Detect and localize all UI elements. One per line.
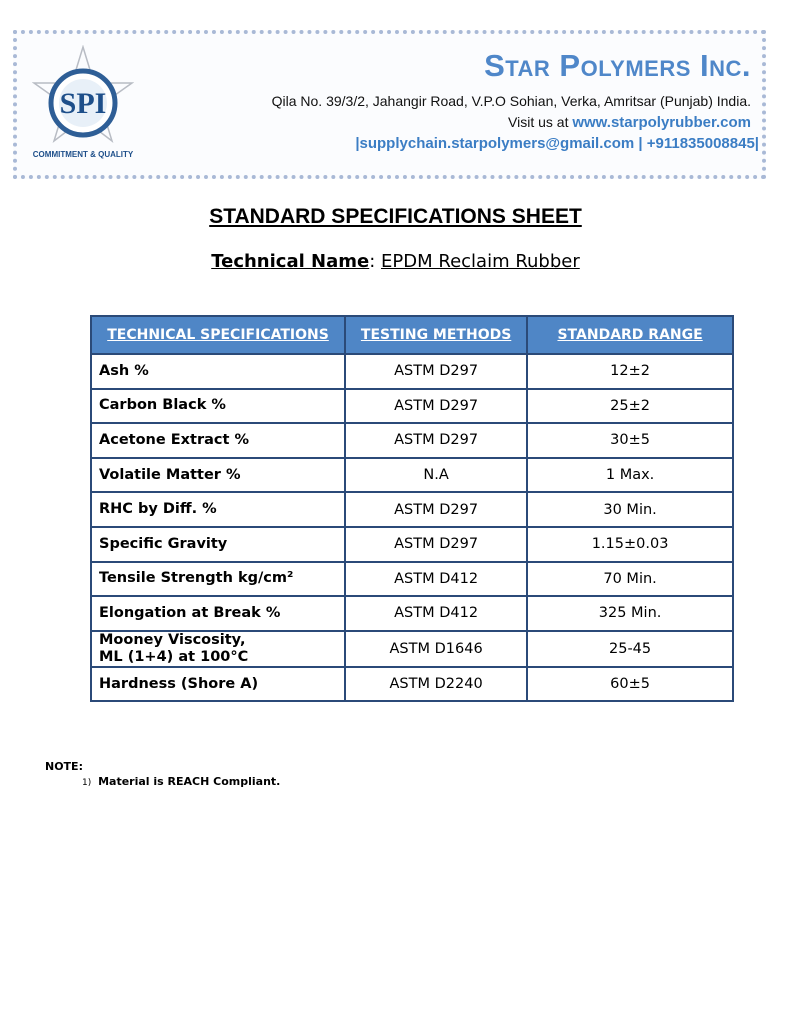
table-row [91,527,733,562]
param-cell: RHC by Diff. % [91,492,345,527]
param-cell: Carbon Black % [91,389,345,424]
table-row [91,631,733,667]
technical-name-line [0,251,791,272]
range-cell: 325 Min. [527,596,733,631]
range-cell: 12±2 [527,354,733,389]
company-name: Star Polymers Inc. [484,48,751,83]
header-testing-methods: TESTING METHODS [345,316,527,354]
table-row [91,423,733,458]
visit-line [508,114,751,131]
table-row [91,596,733,631]
specifications-table [90,315,734,702]
logo-text: SPI [59,87,107,120]
param-cell: Elongation at Break % [91,596,345,631]
technical-name-separator: : [369,251,376,272]
technical-name-label: Technical Name [211,251,370,272]
note-label: NOTE: [45,760,83,773]
company-logo [32,45,134,165]
range-cell: 30 Min. [527,492,733,527]
method-cell: ASTM D412 [345,562,527,597]
website-link[interactable]: www.starpolyrubber.com [572,114,751,131]
method-cell: ASTM D297 [345,389,527,424]
page-title: STANDARD SPECIFICATIONS SHEET [209,205,582,228]
table-row [91,492,733,527]
range-cell: 1 Max. [527,458,733,493]
contact-line[interactable]: |supplychain.starpolymers@gmail.com | +911835008845| [355,135,759,152]
logo-tagline: COMMITMENT & QUALITY [32,150,134,159]
param-cell: Specific Gravity [91,527,345,562]
table-row [91,354,733,389]
method-cell: ASTM D297 [345,492,527,527]
range-cell: 1.15±0.03 [527,527,733,562]
method-cell: ASTM D412 [345,596,527,631]
param-cell: Ash % [91,354,345,389]
method-cell: ASTM D2240 [345,667,527,702]
company-address: Qila No. 39/3/2, Jahangir Road, V.P.O Sohian, Verka, Amritsar (Punjab) India. [271,93,751,109]
header-standard-range: STANDARD RANGE [527,316,733,354]
param-cell: Hardness (Shore A) [91,667,345,702]
technical-name-value: EPDM Reclaim Rubber [381,251,580,272]
method-cell: ASTM D297 [345,423,527,458]
note-item-number: 1) [82,778,92,788]
range-cell: 60±5 [527,667,733,702]
range-cell: 70 Min. [527,562,733,597]
method-cell: ASTM D297 [345,527,527,562]
table-row [91,667,733,702]
note-item-text: Material is REACH Compliant. [98,775,281,788]
table-header-row [91,316,733,354]
table-row [91,458,733,493]
param-cell: Acetone Extract % [91,423,345,458]
method-cell: N.A [345,458,527,493]
range-cell: 25-45 [527,631,733,667]
note-item [82,775,280,788]
table-row [91,562,733,597]
header-technical-specifications: TECHNICAL SPECIFICATIONS [91,316,345,354]
param-cell: Volatile Matter % [91,458,345,493]
param-cell: Tensile Strength kg/cm² [91,562,345,597]
param-line-1: Mooney Viscosity, [99,631,246,648]
range-cell: 30±5 [527,423,733,458]
method-cell: ASTM D297 [345,354,527,389]
param-cell [91,631,345,667]
method-cell: ASTM D1646 [345,631,527,667]
param-line-2: ML (1+4) at 100°C [99,648,249,665]
table-row [91,389,733,424]
visit-prefix: Visit us at [508,114,569,130]
range-cell: 25±2 [527,389,733,424]
